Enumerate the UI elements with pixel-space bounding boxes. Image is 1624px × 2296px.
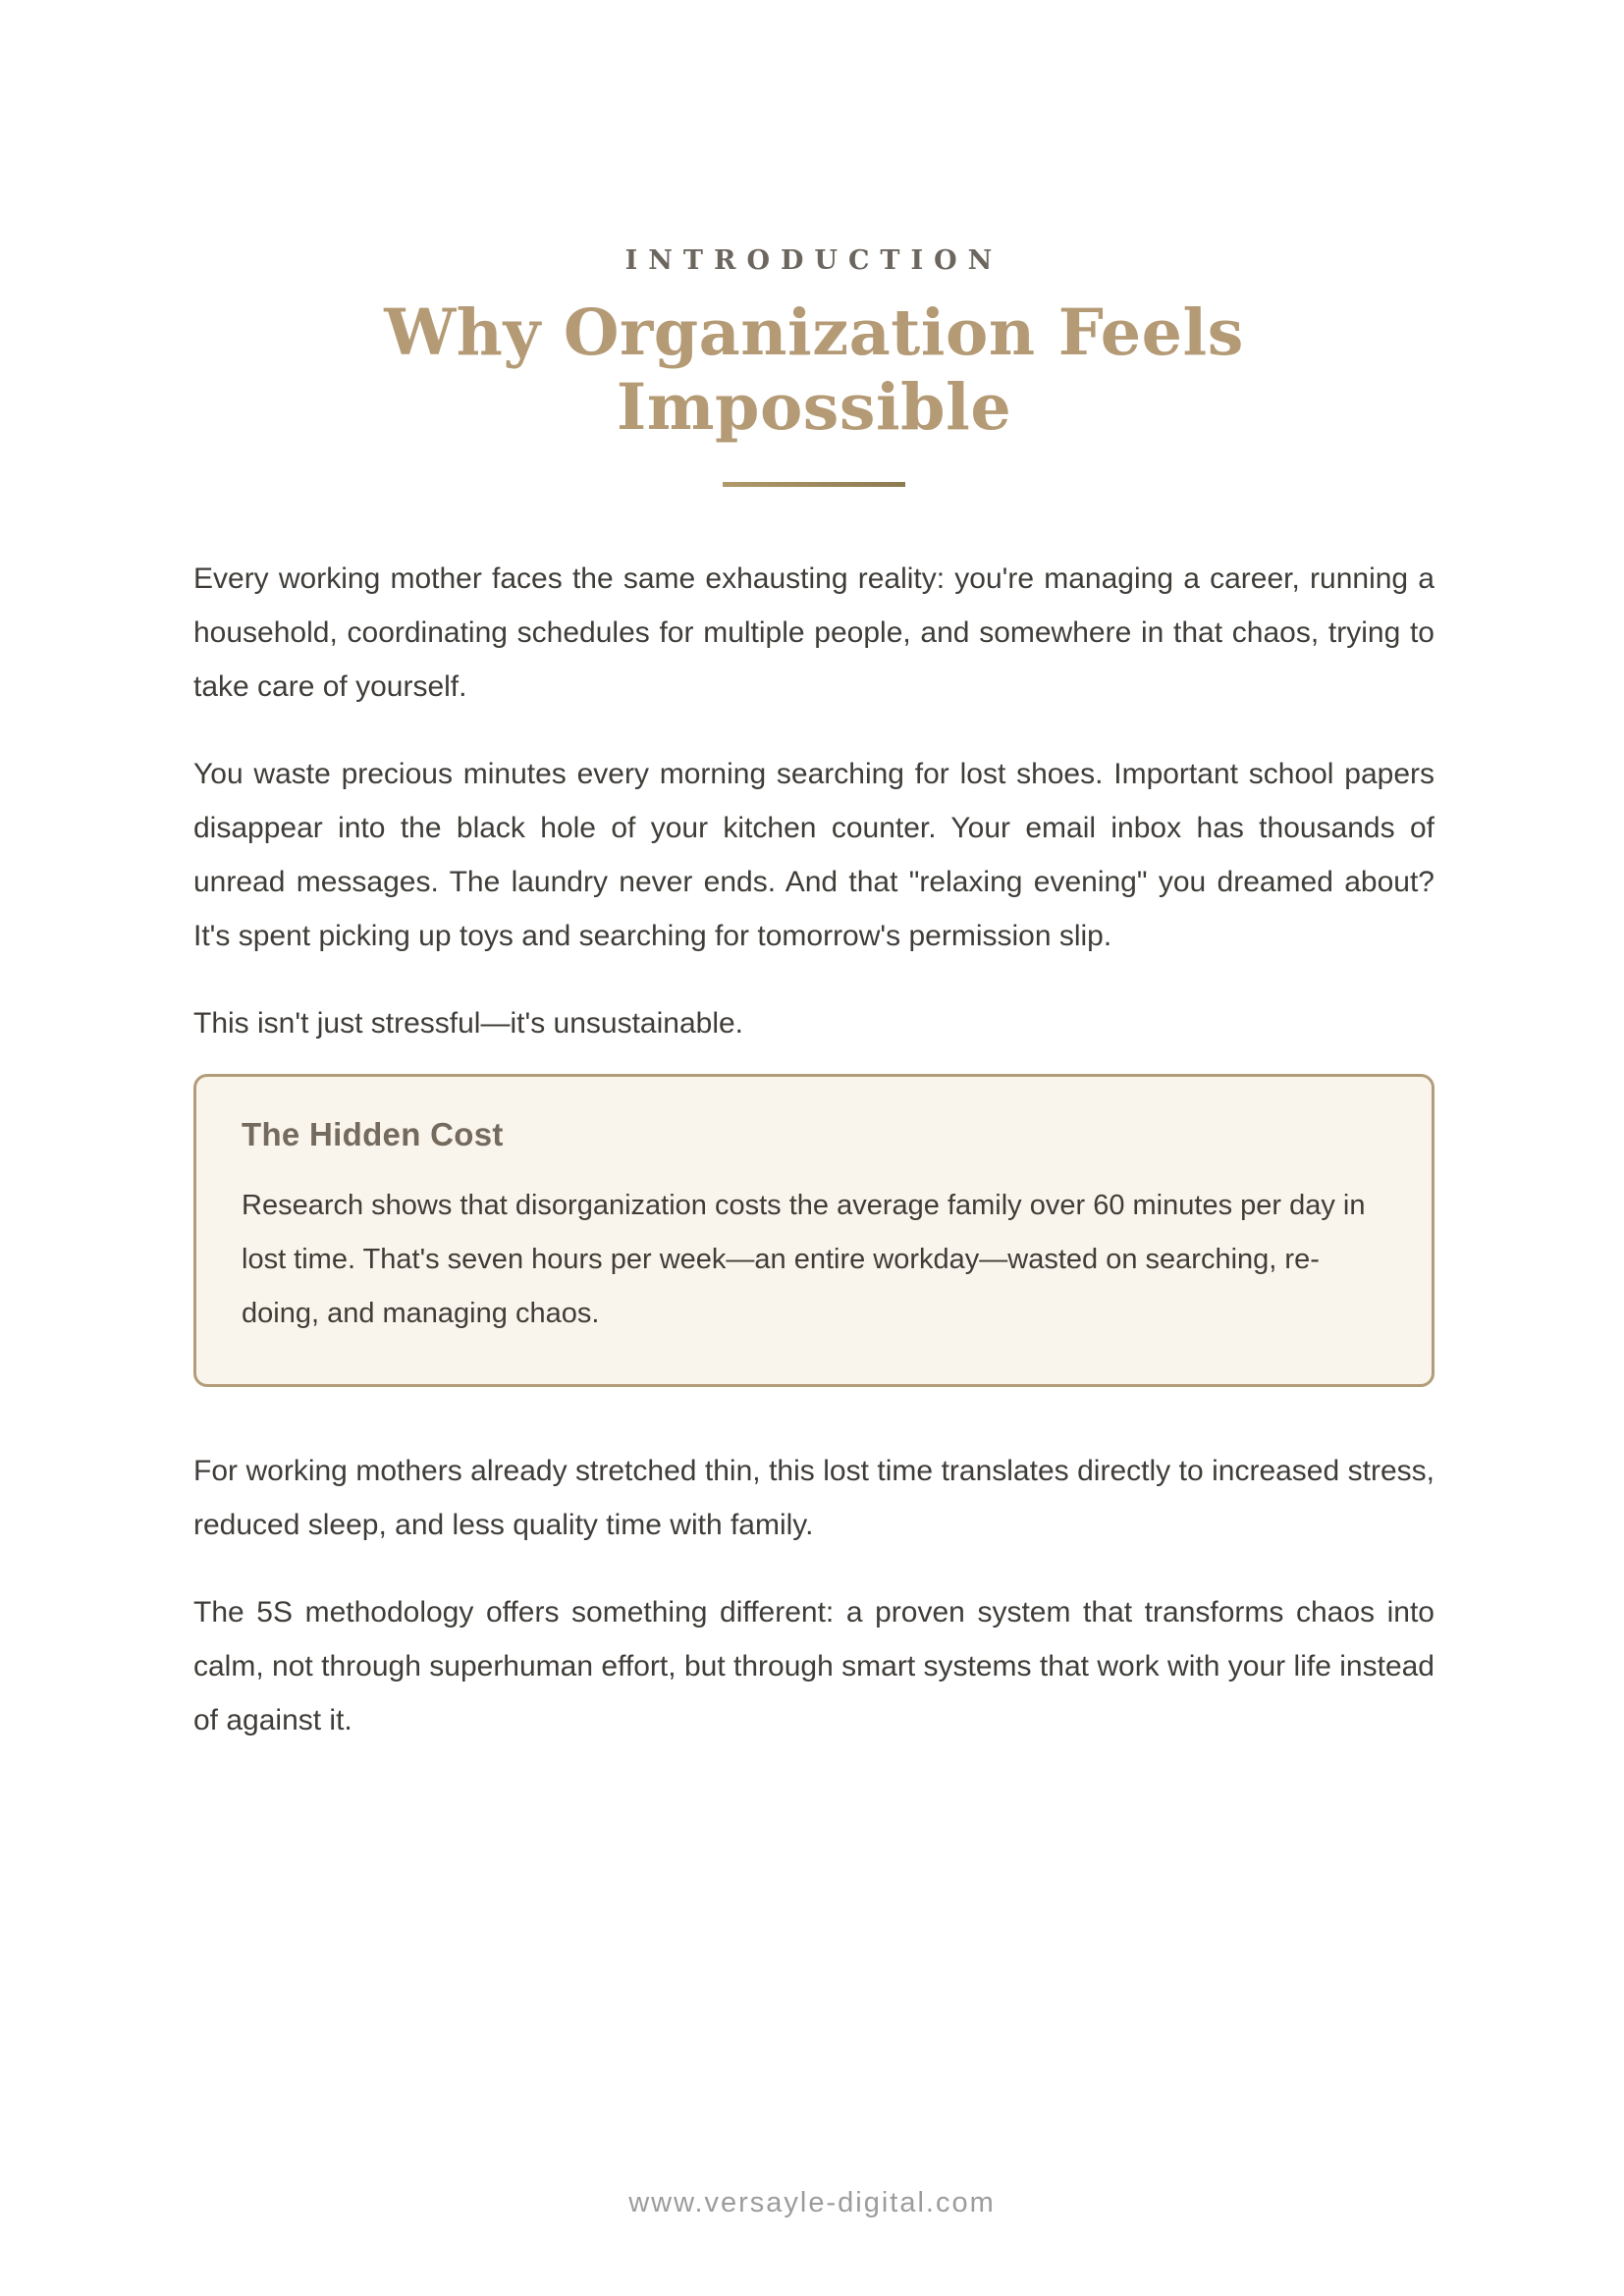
page-content: [193, 0, 1435, 1747]
intro-paragraph-2: You waste precious minutes every morning searching for lost shoes. Important school papers disappear into the black hole of your kitchen counter. Your email inbox has thousands of unread messages. The laundry never ends. And that "relaxing evening" you dreamed about? It's spent picking up toys and searching for tomorrow's permission slip.: [193, 758, 1435, 952]
footer-url: www.versayle-digital.com: [628, 2187, 996, 2218]
callout-heading: The Hidden Cost: [242, 1116, 504, 1152]
closing-section: [193, 1444, 1435, 1747]
callout-body: Research shows that disorganization costs the average family over 60 minutes per day in lost time. That's seven hours per week—an entire workday—wasted on searching, re-doing, and managing chaos.: [242, 1190, 1366, 1329]
page-title: Why Organization Feels Impossible: [384, 295, 1244, 445]
closing-paragraph-2: The 5S methodology offers something different: a proven system that transforms chaos into calm, not through superhuman effort, but through smart systems that work with your life instead of against it.: [193, 1596, 1435, 1736]
intro-section: [193, 552, 1435, 1050]
closing-paragraph-1: For working mothers already stretched thin, this lost time translates directly to increased stress, reduced sleep, and less quality time with family.: [193, 1455, 1435, 1541]
intro-paragraph-1: Every working mother faces the same exhausting reality: you're managing a career, running a household, coordinating schedules for multiple people, and somewhere in that chaos, trying to take care of yourself.: [193, 562, 1435, 703]
section-eyebrow: INTRODUCTION: [624, 245, 1003, 276]
title-divider: [723, 482, 905, 487]
intro-paragraph-3: This isn't just stressful—it's unsustainable.: [193, 1007, 744, 1040]
callout-box: [193, 1074, 1435, 1387]
